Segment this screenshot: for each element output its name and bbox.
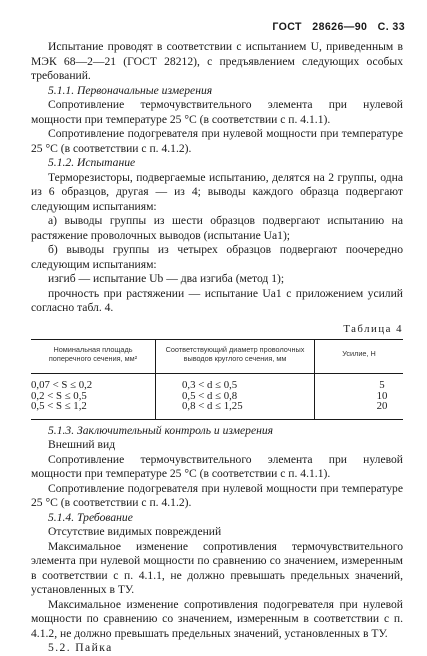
table-cell: 5 (315, 374, 404, 391)
section-5-1-2-text-1: Терморезисторы, подвергаемые испытанию, делятся на 2 группы, одна из 6 образцов, другая — из 4; выводы каждого образца подвергают следующим испытаниям: (31, 170, 403, 213)
column-header-force: Усилие, Н (315, 340, 404, 374)
column-header-diameter: Соответствующий диаметр проволочных выводов круглого сечения, мм (156, 340, 315, 374)
standard-number: 28626—90 (312, 21, 368, 33)
section-5-1-3-title: 5.1.3. Заключительный контроль и измерения (48, 423, 274, 437)
page-header (265, 20, 405, 35)
table-cell: 0,8 < d ≤ 1,25 (156, 401, 315, 419)
document-body (31, 40, 403, 656)
table-cell: 0,07 < S ≤ 0,2 (31, 379, 93, 392)
section-5-1-2-tension-test: прочность при растяжении — испытание Ua1 с приложением усилий согласно табл. 4. (31, 286, 403, 314)
table-cell: 0,5 < S ≤ 1,2 (31, 400, 87, 413)
table-row (31, 374, 403, 391)
section-5-1-3-visual: Внешний вид (48, 438, 116, 452)
section-5-1-3-text-1: Сопротивление термочувствительного элемента при нулевой мощности при температуре 25 °C (в соответствии с п. 4.1.1). (31, 452, 403, 481)
section-5-1-4-text-2: Максимальное изменение сопротивления термочувствительного элемента при нулевой мощности по сравнению со значением, измеренным в соответствии с п. 4.1.1, не должно превышать предельных значений, установленных в ТУ. (31, 539, 403, 597)
section-5-1-2-item-a: а) выводы группы из шести образцов подвергают испытанию на растяжение проволочных выводов (испытание Ua1); (31, 214, 403, 242)
column-header-area: Номинальная площадь поперечного сечения, мм² (31, 340, 156, 374)
intro-paragraph: Испытание проводят в соответствии с испытанием U, приведенным в МЭК 68—2—21 (ГОСТ 28212), с предъявлением следующих особых требований. (31, 40, 403, 82)
section-5-1-4-title: 5.1.4. Требование (48, 510, 133, 524)
table-header-row (31, 340, 403, 374)
section-5-1-2-bend-test: изгиб — испытание Ub — два изгиба (метод 1); (48, 272, 285, 285)
table-cell: 0,5 < d ≤ 0,8 (156, 391, 315, 402)
table-row (31, 401, 403, 419)
section-5-1-1-title: 5.1.1. Первоначальные измерения (48, 83, 213, 97)
section-5-1-4-text-1: Отсутствие видимых повреждений (48, 525, 222, 539)
table-4 (31, 339, 403, 420)
section-5-1-3-text-2: Сопротивление подогревателя при нулевой мощности при температуре 25 °C (в соответствии с п. 4.1.2). (31, 481, 403, 510)
section-5-1-4-text-3: Максимальное изменение сопротивления подогревателя при нулевой мощности по сравнению со значением, измеренным в соответствии с п. 4.1.2, не должно превышать предельных значений, установленных в ТУ. (31, 597, 403, 640)
table-cell: 20 (315, 401, 404, 419)
table-cell: 0,2 < S ≤ 0,5 (31, 389, 87, 402)
section-5-1-1-text-1: Сопротивление термочувствительного элемента при нулевой мощности при температуре 25 °C (в соответствии с п. 4.1.1). (31, 98, 403, 126)
section-5-1-1-text-2: Сопротивление подогревателя при нулевой мощности при температуре 25 °C (в соответствии с п. 4.1.2). (31, 127, 403, 155)
section-5-1-2-title: 5.1.2. Испытание (48, 156, 136, 169)
table-cell: 0,3 < d ≤ 0,5 (156, 374, 315, 391)
table-4-caption: Таблица 4 (343, 322, 403, 335)
section-5-2-title: 5.2. Пайка (48, 641, 113, 655)
page-number: С. 33 (377, 21, 405, 33)
table-cell: 10 (315, 391, 404, 402)
standard-label: ГОСТ (272, 21, 302, 33)
section-5-1-2-item-b: б) выводы группы из четырех образцов подвергают поочередно следующим испытаниям: (31, 243, 403, 271)
